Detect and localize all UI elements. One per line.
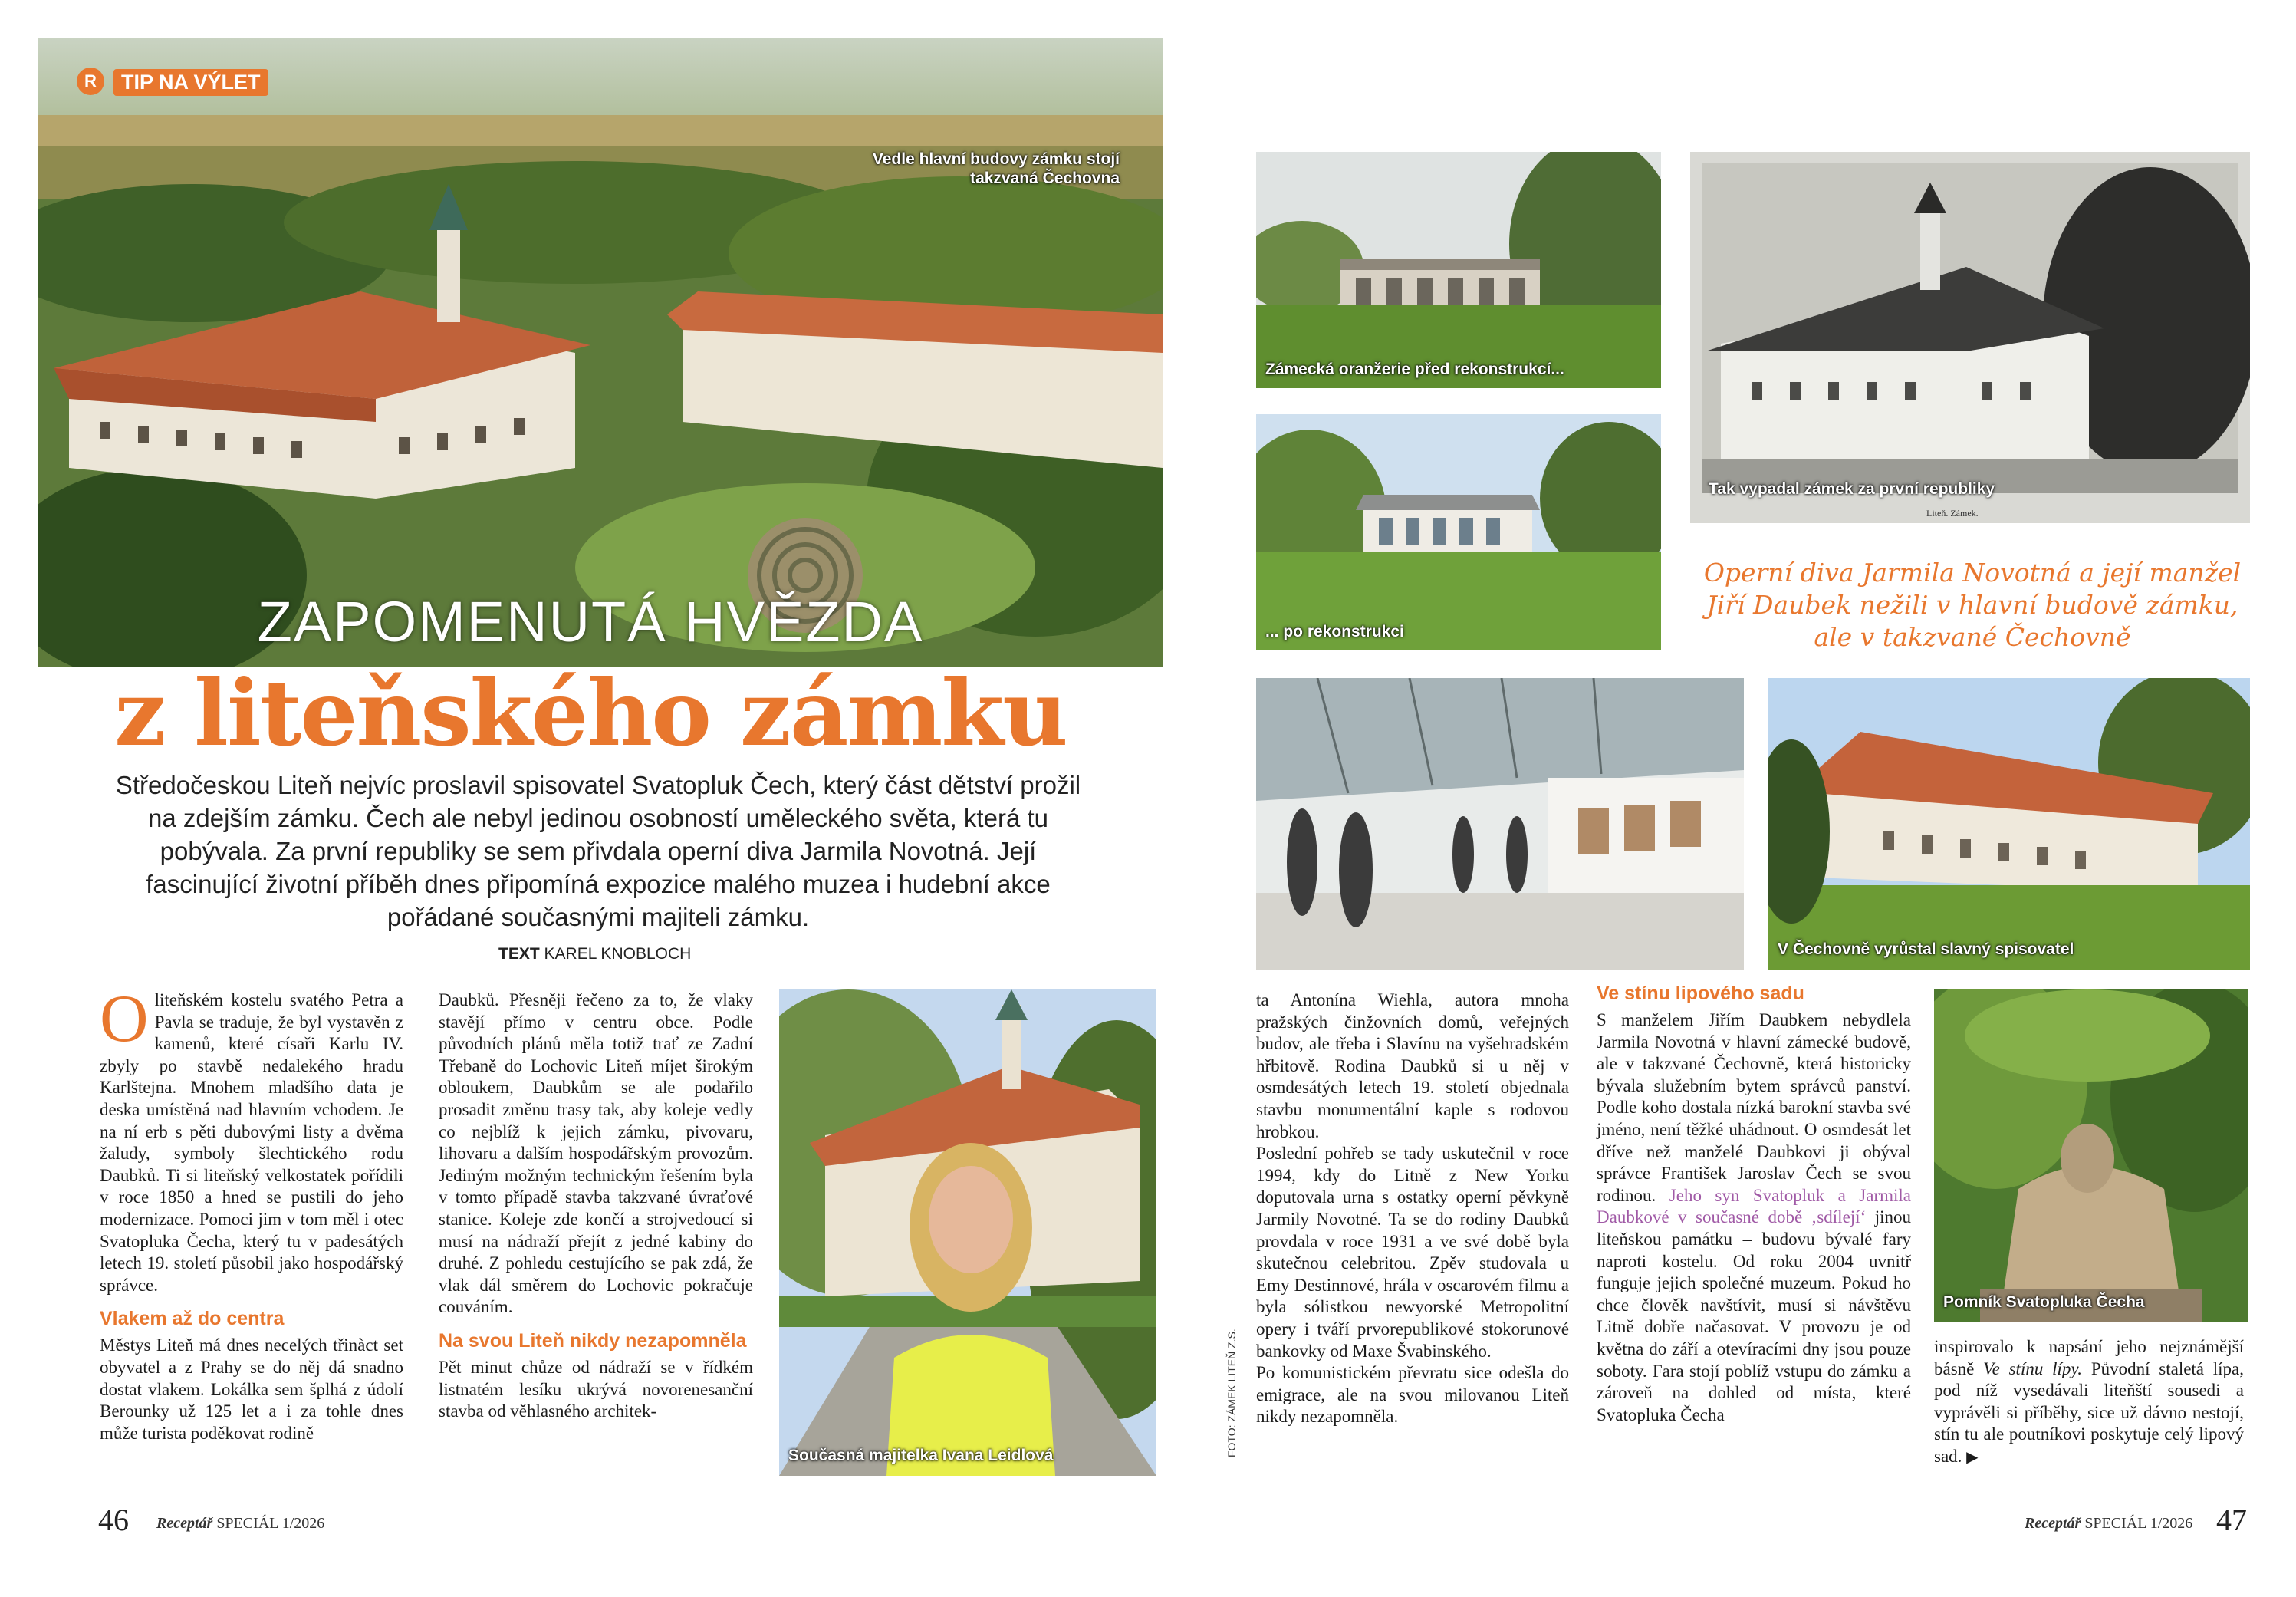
drop-cap: O — [100, 982, 149, 1056]
col5-text-a: inspirovalo k napsání jeho nejznámější básně — [1934, 1337, 2244, 1378]
article-column-4 — [1597, 982, 1911, 1426]
col3-paragraph-2: Poslední pohřeb se tady uskutečnil v roce 1994, kdy do Litně z New Yorku doputovala urna s ostatky operní pěvkyně Jarmily Novotné. Ta se do rodiny Daubků provdala v roce 1931 a ve své době byla skutečnou celebritou. Zpěv studovala u Emy Destinnové, hrála v oscarovém filmu a byla sólistkou newyorské Metropolitní opery i tváří prvorepublikové stokorunové bankovky od Maxe Švabinského. — [1256, 1144, 1569, 1361]
byline-label: TEXT — [498, 945, 540, 963]
subheading-train: Vlakem až do centra — [100, 1308, 285, 1330]
col4-text-a: S manželem Jiřím Daubkem nebydlela Jarmila Novotná v hlavní zámecké budově, ale v takzvané Čechovně, která historicky bývala služebním bytem správců panství. Podle koho dostala nízká barokní stavba své jméno, není těžké uhádnout. O osmdesát let dříve než manželé Daubkovi ji obýval správce František Jaroslav Čech se svou rodinou. — [1597, 1010, 1911, 1205]
hero-caption: Vedle hlavní budovy zámku stojí takzvaná Čechovna — [872, 150, 1120, 187]
photo-orangery-before — [1256, 152, 1661, 388]
caption-monument: Pomník Svatopluka Čecha — [1943, 1293, 2145, 1311]
photo-orangery-exhibition — [1256, 678, 1744, 970]
caption-old-castle: Tak vypadal zámek za první republiky — [1709, 480, 1995, 498]
page-number-right: 47 — [2216, 1503, 2247, 1537]
article-column-2 — [439, 989, 753, 1423]
article-column-3 — [1256, 989, 1569, 1428]
hero-photo-castle-aerial — [38, 38, 1163, 667]
end-mark-icon: ▶ — [1966, 1448, 1979, 1466]
owner-photo — [779, 989, 1156, 1476]
col2-paragraph-1: Daubků. Přesněji řečeno za to, že vlaky stavějí přímo v centru obce. Podle původních plánů měla totiž trať ze Zadní Třebaně do Lochovic Liteň míjet širokým obloukem, Daubkům se ale podařilo prosadit změnu trasy tak, aby koleje vedly co nejblíž k jejich zámku, pivovaru, lihovaru a dalším hospodářským provozům. Jediným možným technickým řešením byla v tomto případě stavba takzvané úvraťové stanice. Koleje zde končí a strojvedoucí si musí na nádraží přejít z jedné kabiny do druhé. Z pohledu cestujícího se pak zdá, že vlak dál směrem do Lochovic pokračuje couváním. — [439, 990, 753, 1317]
col5-paragraph-1 — [1934, 1336, 2244, 1469]
byline-name: KAREL KNOBLOCH — [544, 945, 692, 963]
col3-paragraph-3: Po komunistickém převratu sice odešla do emigrace, ale na svou milovanou Liteň nikdy nezapomněla. — [1256, 1363, 1569, 1427]
page-number-left: 46 — [98, 1503, 129, 1537]
footer-issue-right: SPECIÁL 1/2026 — [2084, 1515, 2193, 1532]
caption-orangery-before: Zámecká oranžerie před rekonstrukcí... — [1265, 361, 1564, 378]
pull-quote: Operní diva Jarmila Novotná a její manžel Jiří Daubek nežili v hlavní budově zámku, ale v takzvané Čechovně — [1703, 558, 2242, 652]
photo-orangery-after — [1256, 414, 1661, 650]
col2-paragraph-2: Pět minut chůze od nádraží se v řídkém listnatém lesíku ukrývá novorenesanční stavba od věhlasného architek- — [439, 1357, 753, 1421]
col1-paragraph-1: liteňském kostelu svatého Petra a Pavla se traduje, že byl vystavěn z kamenů, které císaři Karlu IV. zbyly po stavbě nedalekého hradu Karlštejna. Mnohem mladšího data je deska umístěná nad hlavním vchodem. Je na ní erb s pěti dubovými listy a dvěma žaludy, symboly šlechtického rodu Daubků. Ti si liteňský velkostatek pořídili v roce 1850 a hned se pustili do jeho modernizace. Pomoci jim v tom měl i otec Svatopluka Čecha, který tu v padesátých letech 19. století působil jako hospodářský správce. — [100, 990, 403, 1295]
section-badge: R — [77, 68, 104, 95]
col3-paragraph-1: ta Antonína Wiehla, autora mnoha pražských činžovních domů, veřejných budov, ale třeba i Slavínu na vyšehradském hřbitově. Rodina Daubků si u něj v osmdesátých letech 19. století objednala stavbu monumentální kaple s rodovou hrobkou. — [1256, 990, 1569, 1141]
footer-brand-left — [156, 1515, 324, 1533]
photo-credit: FOTO: ZÁMEK LITEŇ Z.S. — [1225, 1329, 1238, 1457]
old-castle-postcard-label: Liteň. Zámek. — [1926, 508, 1979, 519]
caption-orangery-after: ... po rekonstrukci — [1265, 623, 1404, 640]
photo-old-castle — [1690, 152, 2250, 523]
caption-cechovna: V Čechovně vyrůstal slavný spisovatel — [1778, 940, 2074, 958]
col1-paragraph-2: Městys Liteň má dnes necelých třinàct set obyvatel a z Prahy se do něj dá snadno dostat vlakem. Lokálka sem šplhá z údolí Berounky už 125 let a i za tohle dnes může turista poděkovat rodině — [100, 1335, 403, 1443]
footer-brand-name: Receptář — [156, 1515, 213, 1532]
byline — [498, 945, 691, 963]
col4-text-highlight: Jeho syn Svatopluk a Jarmila Daubkové v současné době ‚sdílejí‘ — [1597, 1185, 1912, 1227]
footer-issue: SPECIÁL 1/2026 — [216, 1515, 325, 1532]
photo-monument — [1934, 989, 2248, 1322]
section-tag: TIP NA VÝLET — [113, 69, 268, 96]
col4-text-c: jinou liteňskou památku – budovu bývalé fary naproti kostelu. Od roku 2004 uvnitř funguje jejich společné muzeum. Pokud ho chce člověk navštívit, musí si návštěvu Litně dobře načasovat. V provozu je od května do září a otevíracími dny jsou pouze soboty. Fara stojí poblíž vstupu do zámku a zároveň na dohled od místa, které Svatopluka Čecha — [1597, 1207, 1911, 1424]
headline-top: ZAPOMENUTÁ HVĚZDA — [257, 590, 924, 654]
col5-poem-title: Ve stínu lípy. — [1983, 1358, 2083, 1378]
article-column-1 — [100, 982, 403, 1444]
owner-caption: Současná majitelka Ivana Leidlová — [788, 1447, 1054, 1464]
footer-brand-name-right: Receptář — [2025, 1515, 2081, 1532]
col4-paragraph-1 — [1597, 1009, 1911, 1426]
lead-paragraph: Středočeskou Liteň nejvíc proslavil spisovatel Svatopluk Čech, který část dětství prožil na zdejším zámku. Čech ale nebyl jedinou osobností uměleckého světa, která tu pobývala. Za první republiky se sem přivdala operní diva Jarmila Novotná. Její fascinující životní příběh dnes připomíná expozice malého muzea i hudební akce pořádané současnými majiteli zámku. — [115, 771, 1081, 931]
footer-brand-right — [2025, 1515, 2192, 1533]
subheading-linden: Ve stínu lipového sadu — [1597, 983, 1804, 1004]
photo-cechovna — [1768, 678, 2250, 970]
col5-text-b: Původní staletá lípa, pod níž vysedávali liteňští sousedi a vyprávěli si příběhy, sice už dávno nestojí, stín tu ale poutníkovi poskytuje celý lipový sad. — [1934, 1358, 2245, 1466]
article-column-5 — [1934, 1336, 2244, 1469]
subheading-never-forgot: Na svou Liteň nikdy nezapomněla — [439, 1329, 747, 1352]
headline-main: z liteňského zámku — [114, 660, 1067, 766]
